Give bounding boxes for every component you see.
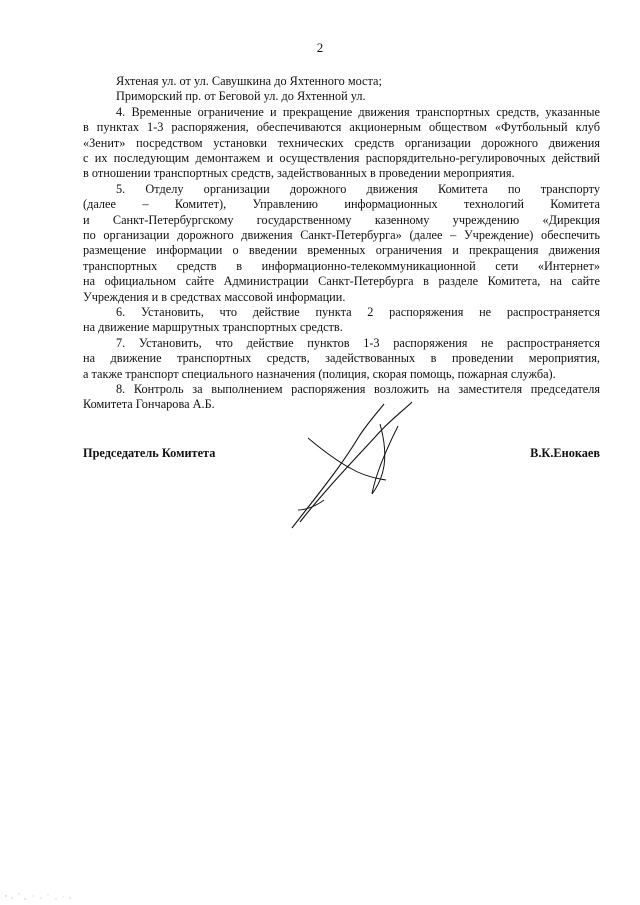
text-line: на движение маршрутных транспортных средств. <box>83 320 343 335</box>
text-line: Приморский пр. от Беговой ул. до Яхтенной ул. <box>116 89 366 104</box>
scan-noise <box>0 878 80 902</box>
document-body <box>83 74 600 413</box>
signatory-name: В.К.Енокаев <box>530 446 600 460</box>
text-line: а также транспорт специального назначения (полиция, скорая помощь, пожарная служба). <box>83 366 556 381</box>
text-line: в пунктах 1-3 распоряжения, обеспечиваются акционерным обществом «Футбольный клуб <box>83 120 600 135</box>
page-number: 2 <box>316 40 324 55</box>
text-line: с их последующим демонтажем и осуществления распорядительно-регулировочных действий <box>83 150 600 165</box>
text-line: размещение информации о введении временных ограничения и прекращения движения <box>83 243 600 258</box>
text-line: 6. Установить, что действие пункта 2 распоряжения не распространяется <box>116 304 600 319</box>
text-line: в отношении транспортных средств, задействованных в проведении мероприятия. <box>83 166 515 181</box>
text-line: Яхтеная ул. от ул. Савушкина до Яхтенного моста; <box>116 74 382 88</box>
text-line: 7. Установить, что действие пунктов 1-3 распоряжения не распространяется <box>116 335 600 350</box>
text-line: транспортных средств в информационно-телекоммуникационной сети «Интернет» <box>83 258 600 273</box>
text-line: (далее – Комитет), Управлению информационных технологий Комитета <box>83 197 600 212</box>
handwritten-signature <box>280 398 420 538</box>
text-line: «Зенит» посредством установки технических средств организации дорожного движения <box>83 135 600 150</box>
text-line: на официальном сайте Администрации Санкт-Петербурга в разделе Комитета, на сайте <box>83 274 600 289</box>
text-line: по организации дорожного движения Санкт-Петербурга» (далее – Учреждение) обеспечить <box>83 227 600 242</box>
text-line: и Санкт-Петербургскому государственному казенному учреждению «Дирекция <box>83 212 600 227</box>
text-line: 5. Отделу организации дорожного движения Комитета по транспорту <box>116 181 600 196</box>
signatory-title: Председатель Комитета <box>83 446 216 460</box>
text-line: Комитета Гончарова А.Б. <box>83 397 215 412</box>
text-line: на движение транспортных средств, задействованных в проведении мероприятия, <box>83 351 600 366</box>
text-line: Учреждения и в средствах массовой информации. <box>83 289 346 304</box>
text-line: 4. Временные ограничение и прекращение движения транспортных средств, указанные <box>116 104 600 119</box>
text-line: 8. Контроль за выполнением распоряжения возложить на заместителя председателя <box>116 381 600 396</box>
